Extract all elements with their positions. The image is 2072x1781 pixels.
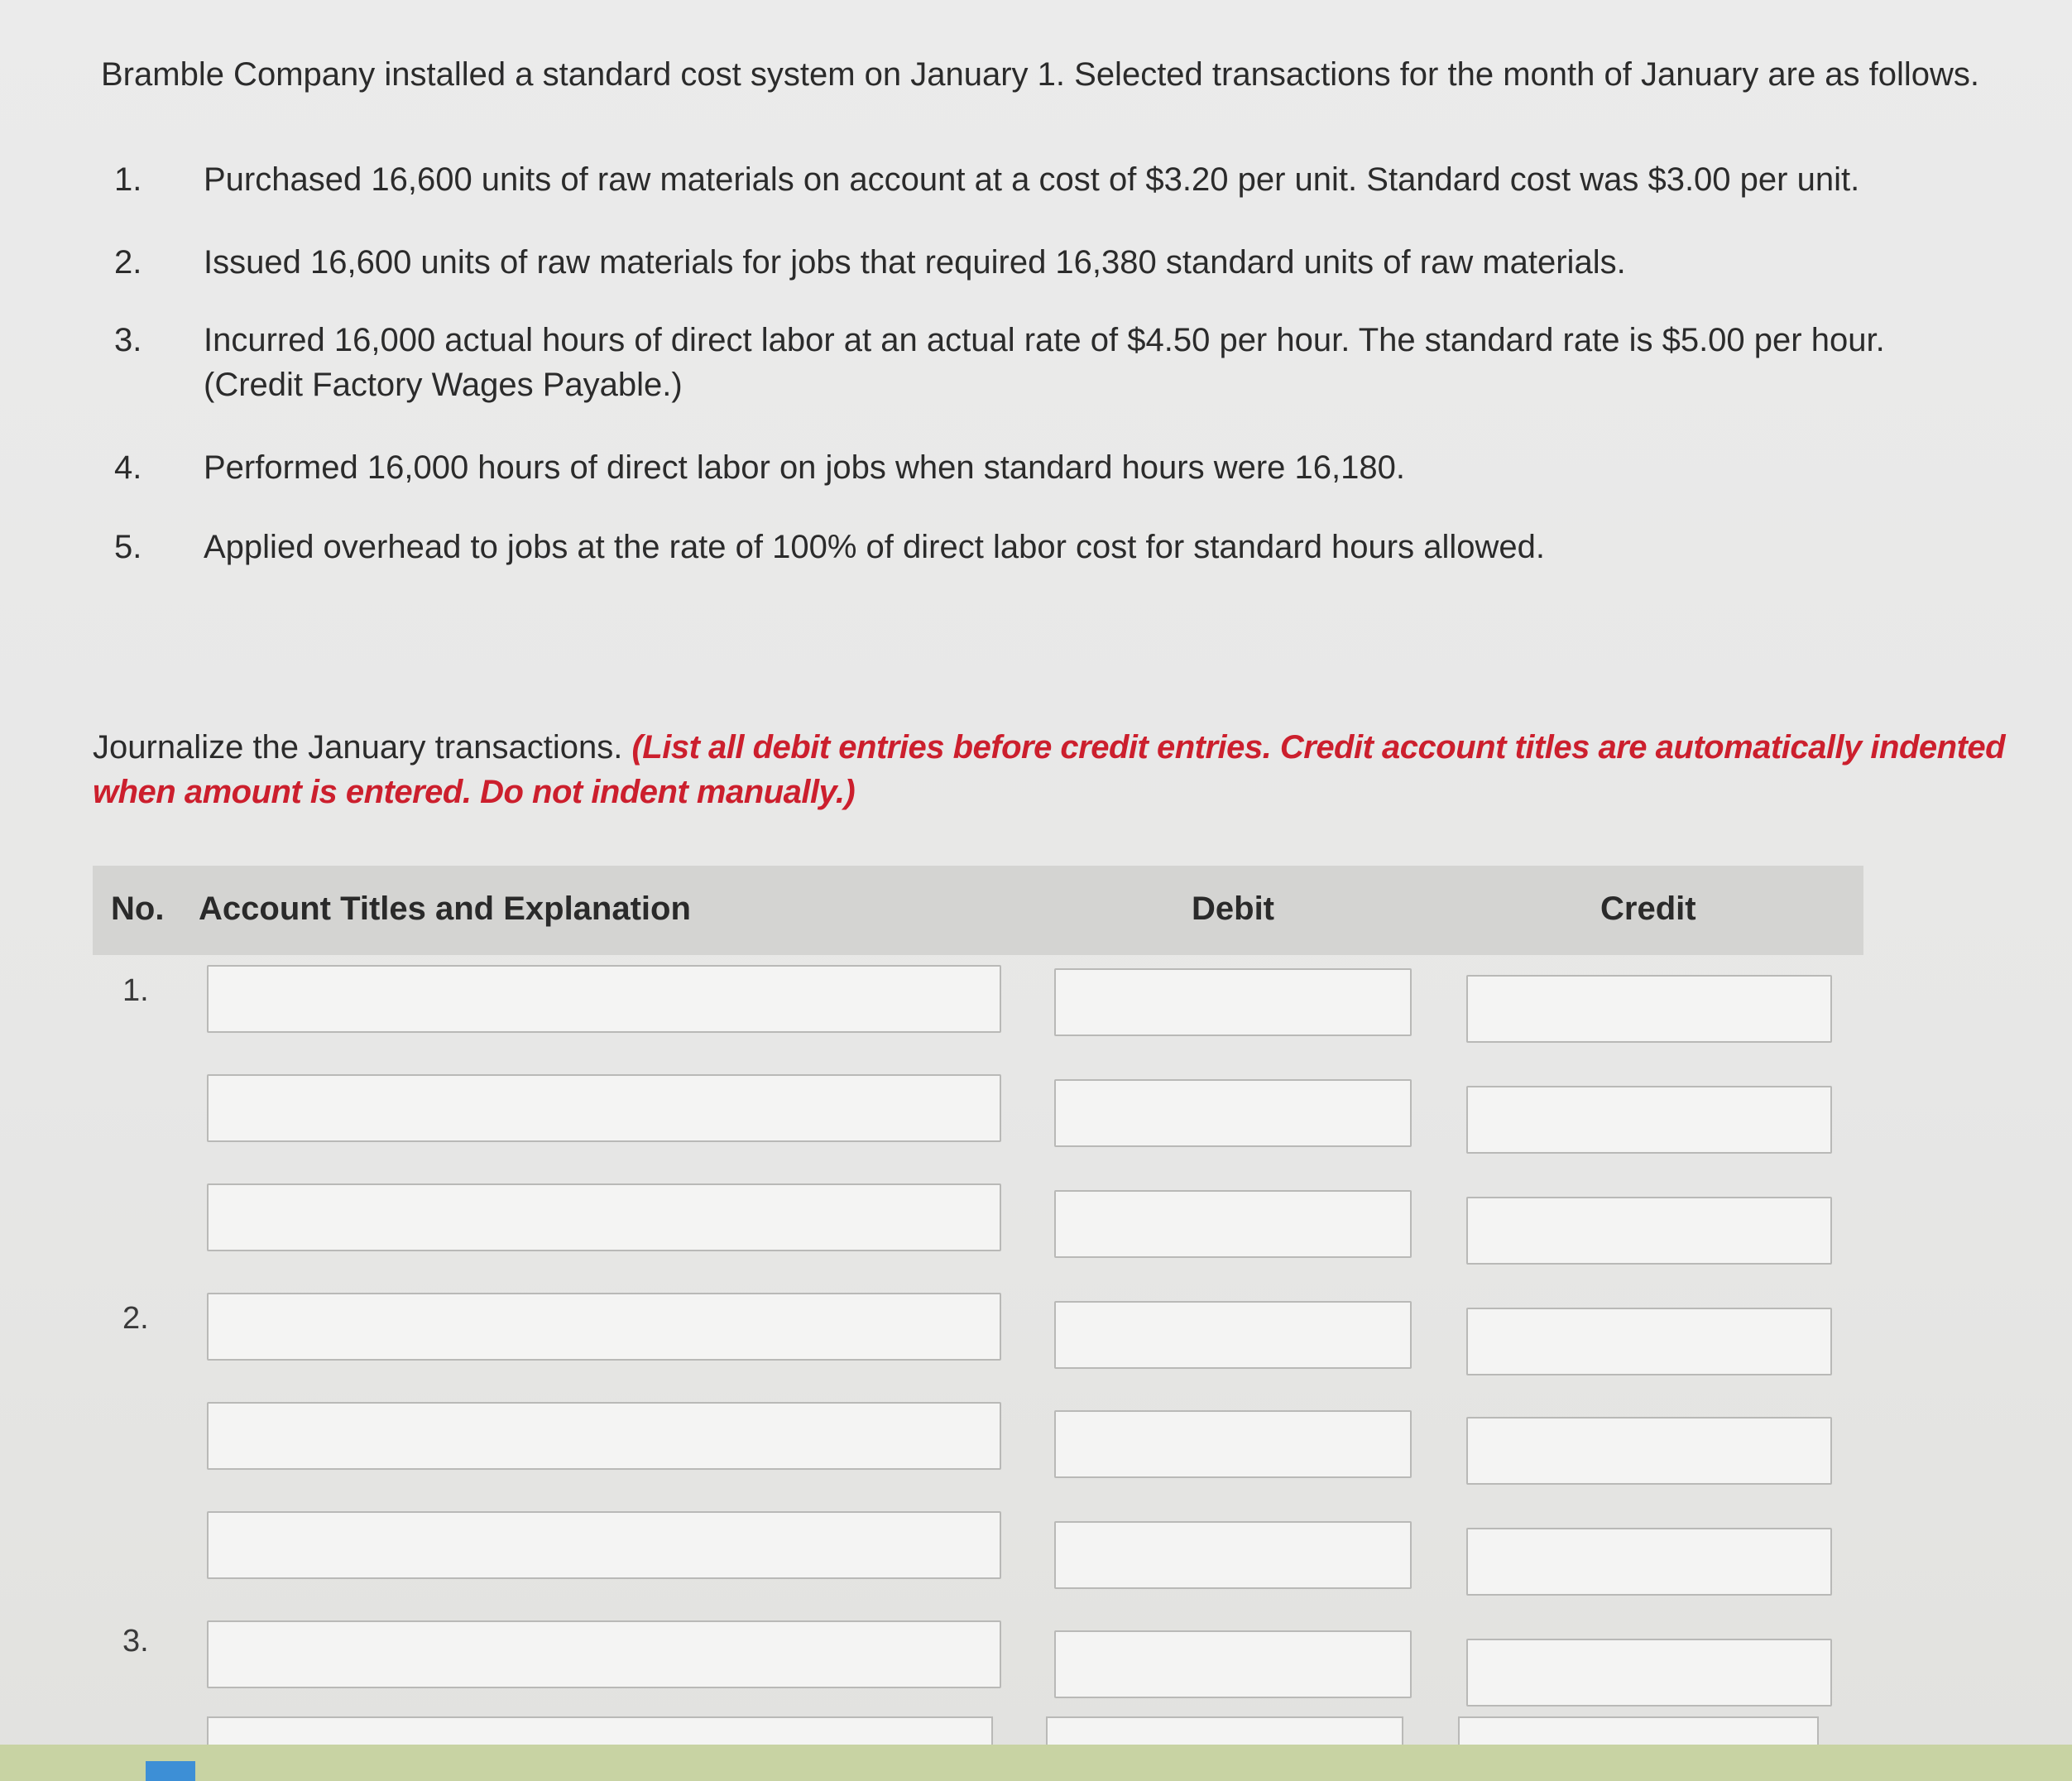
credit-amount-input[interactable] (1466, 1417, 1832, 1485)
transaction-text: Performed 16,000 hours of direct labor on jobs when standard hours were 16,180. (204, 449, 1405, 486)
credit-amount-input[interactable] (1466, 975, 1832, 1043)
account-title-input[interactable] (207, 1183, 1001, 1251)
problem-intro: Bramble Company installed a standard cost system on January 1. Selected transactions for the month of January are as follows. (101, 56, 1980, 93)
credit-amount-input[interactable] (1466, 1086, 1832, 1154)
credit-amount-input[interactable] (1466, 1308, 1832, 1375)
transaction-number: 2. (114, 244, 142, 281)
instruction-main: Journalize the January transactions. (93, 729, 623, 766)
app-icon[interactable] (146, 1761, 195, 1781)
transaction-number: 5. (114, 529, 142, 565)
transaction-text: Issued 16,600 units of raw materials for jobs that required 16,380 standard units of raw materials. (204, 244, 1626, 281)
transaction-text: Purchased 16,600 units of raw materials on account at a cost of $3.20 per unit. Standard cost was $3.00 per unit. (204, 161, 1860, 198)
transaction-number: 3. (114, 322, 142, 358)
transaction-text: Applied overhead to jobs at the rate of 100% of direct labor cost for standard hours allowed. (204, 529, 1545, 565)
transaction-text: Incurred 16,000 actual hours of direct labor at an actual rate of $4.50 per hour. The standard rate is $5.00 per hour. (Credit Factory Wages Payable.) (204, 322, 1885, 403)
debit-amount-input[interactable] (1054, 1190, 1412, 1258)
account-title-input[interactable] (207, 1293, 1001, 1361)
bottom-toolbar-strip (0, 1745, 2072, 1781)
account-title-input[interactable] (207, 1620, 1001, 1688)
instruction-text (93, 725, 2029, 814)
entry-number: 1. (122, 973, 149, 1008)
credit-amount-input[interactable] (1466, 1528, 1832, 1596)
account-title-input[interactable] (207, 1511, 1001, 1579)
header-no: No. (111, 890, 165, 927)
transaction-number: 4. (114, 449, 142, 486)
debit-amount-input[interactable] (1054, 1630, 1412, 1698)
instruction-note: (List all debit entries before credit entries. Credit account titles are automatically indented when amount is entered. Do not indent manually.) (93, 729, 2006, 810)
debit-amount-input[interactable] (1054, 968, 1412, 1036)
credit-amount-input[interactable] (1466, 1639, 1832, 1707)
entry-number: 2. (122, 1301, 149, 1336)
header-account-titles: Account Titles and Explanation (199, 890, 691, 927)
header-debit: Debit (1192, 890, 1274, 927)
debit-amount-input[interactable] (1054, 1079, 1412, 1147)
debit-amount-input[interactable] (1054, 1410, 1412, 1478)
account-title-input[interactable] (207, 965, 1001, 1033)
transaction-number: 1. (114, 161, 142, 198)
credit-amount-input[interactable] (1466, 1197, 1832, 1265)
header-credit: Credit (1600, 890, 1696, 927)
account-title-input[interactable] (207, 1402, 1001, 1470)
debit-amount-input[interactable] (1054, 1521, 1412, 1589)
entry-number: 3. (122, 1624, 149, 1659)
journal-table-header (93, 866, 1863, 955)
account-title-input[interactable] (207, 1074, 1001, 1142)
debit-amount-input[interactable] (1054, 1301, 1412, 1369)
